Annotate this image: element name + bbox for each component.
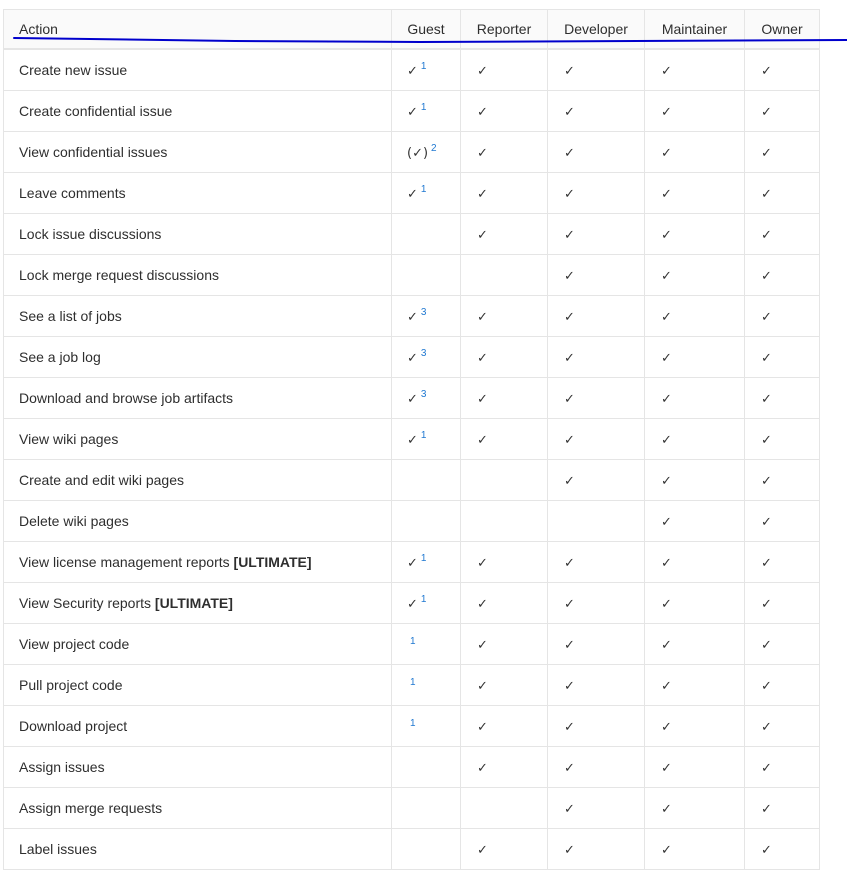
guest-cell	[392, 49, 461, 91]
reporter-cell	[461, 624, 548, 665]
check-icon: ✓	[761, 719, 772, 735]
check-icon: ✓	[477, 309, 488, 325]
owner-cell	[745, 583, 820, 624]
maintainer-cell	[645, 214, 745, 255]
action-cell	[4, 542, 392, 583]
owner-cell	[745, 49, 820, 91]
check-icon: ✓	[761, 555, 772, 571]
check-icon: ✓	[761, 678, 772, 694]
action-cell	[4, 747, 392, 788]
table-row	[4, 296, 820, 337]
check-icon: ✓	[761, 309, 772, 325]
table-row	[4, 132, 820, 173]
developer-cell	[548, 91, 645, 132]
table-row	[4, 173, 820, 214]
owner-cell	[745, 501, 820, 542]
table-row	[4, 624, 820, 665]
action-label: View wiki pages	[19, 431, 119, 447]
check-icon: ✓	[477, 227, 488, 243]
owner-cell	[745, 460, 820, 501]
action-cell	[4, 91, 392, 132]
check-icon: ✓	[564, 186, 575, 202]
developer-cell	[548, 706, 645, 747]
action-label: View confidential issues	[19, 144, 168, 160]
developer-cell	[548, 337, 645, 378]
maintainer-cell	[645, 829, 745, 870]
footnote-link[interactable]: 1	[420, 102, 427, 113]
owner-cell	[745, 337, 820, 378]
footnote-link[interactable]: 2	[431, 143, 437, 154]
check-icon: ✓	[564, 678, 575, 694]
reporter-cell	[461, 583, 548, 624]
check-icon: ✓	[761, 350, 772, 366]
guest-cell	[392, 337, 461, 378]
developer-cell	[548, 583, 645, 624]
footnote-link[interactable]: 1	[410, 676, 416, 688]
table-row	[4, 91, 820, 132]
check-icon: ✓	[564, 596, 575, 612]
check-icon: ✓	[661, 104, 672, 120]
check-icon: ✓	[661, 350, 672, 366]
tier-badge: [ULTIMATE]	[154, 595, 233, 611]
action-cell	[4, 132, 392, 173]
check-icon: ✓	[761, 104, 772, 120]
guest-cell	[392, 501, 461, 542]
footnote-link[interactable]: 1	[420, 430, 427, 441]
maintainer-cell	[645, 255, 745, 296]
check-icon: ✓	[407, 105, 418, 120]
guest-cell	[392, 378, 461, 419]
check-icon: ✓	[761, 145, 772, 161]
action-cell	[4, 255, 392, 296]
check-icon: ✓	[661, 391, 672, 407]
guest-cell	[392, 132, 461, 173]
developer-cell	[548, 49, 645, 91]
check-icon: ✓	[661, 473, 672, 489]
owner-cell	[745, 624, 820, 665]
maintainer-cell	[645, 460, 745, 501]
maintainer-cell	[645, 665, 745, 706]
action-label: Download and browse job artifacts	[19, 390, 234, 406]
guest-cell	[392, 419, 461, 460]
reporter-cell	[461, 788, 548, 829]
guest-cell	[392, 255, 461, 296]
developer-cell	[548, 747, 645, 788]
action-cell	[4, 583, 392, 624]
developer-cell	[548, 296, 645, 337]
check-icon: ✓	[407, 556, 418, 571]
footnote-link[interactable]: 3	[420, 389, 427, 400]
check-icon: ✓	[661, 801, 672, 817]
action-cell	[4, 624, 392, 665]
reporter-cell	[461, 132, 548, 173]
check-icon: ✓	[477, 186, 488, 202]
check-icon: ✓	[761, 63, 772, 79]
maintainer-cell	[645, 747, 745, 788]
check-icon: ✓	[761, 473, 772, 489]
column-header-owner: Owner	[745, 10, 820, 50]
owner-cell	[745, 419, 820, 460]
guest-cell	[392, 788, 461, 829]
maintainer-cell	[645, 542, 745, 583]
reporter-cell	[461, 337, 548, 378]
footnote-link[interactable]: 1	[410, 635, 416, 647]
action-label: Assign issues	[19, 759, 105, 775]
guest-cell	[392, 747, 461, 788]
permissions-table	[3, 9, 820, 870]
check-icon: ✓	[761, 760, 772, 776]
action-label: View Security reports	[19, 595, 152, 611]
action-cell	[4, 173, 392, 214]
table-row	[4, 501, 820, 542]
check-icon: ✓	[477, 555, 488, 571]
check-icon: ✓	[761, 391, 772, 407]
developer-cell	[548, 214, 645, 255]
table-row	[4, 214, 820, 255]
action-cell	[4, 501, 392, 542]
check-icon: ✓	[761, 514, 772, 530]
action-label: Create new issue	[19, 62, 128, 78]
check-icon: ✓	[761, 801, 772, 817]
check-icon: ✓	[761, 268, 772, 284]
action-cell	[4, 788, 392, 829]
check-icon: ✓	[564, 309, 575, 325]
reporter-cell	[461, 542, 548, 583]
permissions-table-container	[3, 9, 819, 870]
table-row	[4, 460, 820, 501]
column-header-guest: Guest	[392, 10, 461, 50]
footnote-link[interactable]: 1	[420, 553, 427, 564]
check-icon: ✓	[661, 555, 672, 571]
guest-cell	[392, 706, 461, 747]
check-icon: ✓	[661, 637, 672, 653]
check-icon: ✓	[564, 719, 575, 735]
check-icon: ✓	[407, 433, 418, 448]
column-header-action: Action	[4, 10, 392, 50]
check-icon: ✓	[477, 432, 488, 448]
footnote-link[interactable]: 3	[420, 307, 427, 318]
check-icon: ✓	[477, 391, 488, 407]
maintainer-cell	[645, 49, 745, 91]
check-icon: ✓	[564, 227, 575, 243]
reporter-cell	[461, 665, 548, 706]
owner-cell	[745, 296, 820, 337]
reporter-cell	[461, 378, 548, 419]
developer-cell	[548, 173, 645, 214]
table-row	[4, 255, 820, 296]
action-cell	[4, 296, 392, 337]
owner-cell	[745, 378, 820, 419]
check-icon: ✓	[564, 473, 575, 489]
action-label: Download project	[19, 718, 128, 734]
table-body	[4, 49, 820, 870]
guest-cell	[392, 542, 461, 583]
table-row	[4, 747, 820, 788]
table-row	[4, 542, 820, 583]
action-label: Label issues	[19, 841, 97, 857]
action-label: Pull project code	[19, 677, 123, 693]
check-icon: ✓	[661, 145, 672, 161]
check-icon: ✓	[407, 310, 418, 325]
check-icon: ✓	[661, 514, 672, 530]
owner-cell	[745, 665, 820, 706]
tier-badge: [ULTIMATE]	[233, 554, 312, 570]
reporter-cell	[461, 419, 548, 460]
developer-cell	[548, 132, 645, 173]
action-cell	[4, 214, 392, 255]
maintainer-cell	[645, 296, 745, 337]
footnote-link[interactable]: 1	[410, 717, 416, 729]
check-icon: ✓	[564, 145, 575, 161]
guest-cell	[392, 624, 461, 665]
guest-cell	[392, 214, 461, 255]
reporter-cell	[461, 91, 548, 132]
check-icon: ✓	[407, 392, 418, 407]
action-label: Delete wiki pages	[19, 513, 129, 529]
check-icon: ✓	[564, 350, 575, 366]
guest-cell	[392, 665, 461, 706]
check-icon: ✓	[661, 596, 672, 612]
action-label: Assign merge requests	[19, 800, 163, 816]
developer-cell	[548, 829, 645, 870]
check-icon: ✓	[761, 596, 772, 612]
action-cell	[4, 460, 392, 501]
reporter-cell	[461, 296, 548, 337]
check-icon: ✓	[564, 842, 575, 858]
developer-cell	[548, 255, 645, 296]
reporter-cell	[461, 214, 548, 255]
check-icon: ✓	[477, 678, 488, 694]
maintainer-cell	[645, 378, 745, 419]
reporter-cell	[461, 829, 548, 870]
check-icon: ✓	[407, 351, 418, 366]
table-row	[4, 583, 820, 624]
owner-cell	[745, 173, 820, 214]
maintainer-cell	[645, 91, 745, 132]
footnote-link[interactable]: 1	[420, 594, 427, 605]
action-cell	[4, 706, 392, 747]
action-label: Create confidential issue	[19, 103, 173, 119]
check-icon: ✓	[661, 432, 672, 448]
action-cell	[4, 49, 392, 91]
column-header-developer: Developer	[548, 10, 645, 50]
guest-cell	[392, 460, 461, 501]
table-row	[4, 378, 820, 419]
owner-cell	[745, 788, 820, 829]
developer-cell	[548, 665, 645, 706]
maintainer-cell	[645, 501, 745, 542]
guest-cell	[392, 583, 461, 624]
check-icon: (✓)	[407, 146, 429, 161]
check-icon: ✓	[407, 187, 418, 202]
table-row	[4, 788, 820, 829]
action-label: View project code	[19, 636, 130, 652]
maintainer-cell	[645, 583, 745, 624]
check-icon: ✓	[661, 227, 672, 243]
check-icon: ✓	[761, 637, 772, 653]
action-cell	[4, 378, 392, 419]
maintainer-cell	[645, 706, 745, 747]
column-header-maintainer: Maintainer	[645, 10, 745, 50]
column-header-reporter: Reporter	[461, 10, 548, 50]
check-icon: ✓	[661, 186, 672, 202]
maintainer-cell	[645, 419, 745, 460]
check-icon: ✓	[477, 596, 488, 612]
table-row	[4, 706, 820, 747]
check-icon: ✓	[761, 186, 772, 202]
maintainer-cell	[645, 624, 745, 665]
table-row	[4, 829, 820, 870]
check-icon: ✓	[564, 555, 575, 571]
action-cell	[4, 337, 392, 378]
reporter-cell	[461, 173, 548, 214]
guest-cell	[392, 296, 461, 337]
owner-cell	[745, 706, 820, 747]
check-icon: ✓	[564, 801, 575, 817]
reporter-cell	[461, 501, 548, 542]
table-row	[4, 665, 820, 706]
reporter-cell	[461, 460, 548, 501]
check-icon: ✓	[661, 268, 672, 284]
guest-cell	[392, 91, 461, 132]
action-label: Lock merge request discussions	[19, 267, 219, 283]
owner-cell	[745, 132, 820, 173]
footnote-link[interactable]: 1	[420, 61, 427, 72]
check-icon: ✓	[477, 719, 488, 735]
maintainer-cell	[645, 173, 745, 214]
footnote-link[interactable]: 1	[420, 184, 427, 195]
maintainer-cell	[645, 132, 745, 173]
check-icon: ✓	[477, 145, 488, 161]
action-cell	[4, 419, 392, 460]
check-icon: ✓	[661, 719, 672, 735]
developer-cell	[548, 624, 645, 665]
action-label: View license management reports	[19, 554, 230, 570]
check-icon: ✓	[761, 842, 772, 858]
check-icon: ✓	[564, 104, 575, 120]
check-icon: ✓	[761, 227, 772, 243]
guest-cell	[392, 173, 461, 214]
check-icon: ✓	[661, 842, 672, 858]
owner-cell	[745, 829, 820, 870]
check-icon: ✓	[477, 104, 488, 120]
check-icon: ✓	[661, 309, 672, 325]
check-icon: ✓	[661, 678, 672, 694]
developer-cell	[548, 788, 645, 829]
check-icon: ✓	[407, 64, 418, 79]
owner-cell	[745, 214, 820, 255]
check-icon: ✓	[477, 842, 488, 858]
developer-cell	[548, 501, 645, 542]
action-cell	[4, 829, 392, 870]
check-icon: ✓	[564, 432, 575, 448]
reporter-cell	[461, 49, 548, 91]
check-icon: ✓	[564, 637, 575, 653]
check-icon: ✓	[564, 268, 575, 284]
reporter-cell	[461, 255, 548, 296]
developer-cell	[548, 419, 645, 460]
developer-cell	[548, 378, 645, 419]
check-icon: ✓	[564, 63, 575, 79]
table-row	[4, 419, 820, 460]
action-label: See a list of jobs	[19, 308, 122, 324]
check-icon: ✓	[477, 350, 488, 366]
guest-cell	[392, 829, 461, 870]
action-label: See a job log	[19, 349, 101, 365]
maintainer-cell	[645, 337, 745, 378]
developer-cell	[548, 460, 645, 501]
owner-cell	[745, 255, 820, 296]
check-icon: ✓	[477, 637, 488, 653]
maintainer-cell	[645, 788, 745, 829]
check-icon: ✓	[477, 760, 488, 776]
check-icon: ✓	[564, 391, 575, 407]
table-row	[4, 49, 820, 91]
check-icon: ✓	[761, 432, 772, 448]
table-header-row	[4, 10, 820, 50]
action-label: Create and edit wiki pages	[19, 472, 184, 488]
action-label: Leave comments	[19, 185, 126, 201]
owner-cell	[745, 91, 820, 132]
owner-cell	[745, 747, 820, 788]
check-icon: ✓	[661, 63, 672, 79]
check-icon: ✓	[407, 597, 418, 612]
footnote-link[interactable]: 3	[420, 348, 427, 359]
action-label: Lock issue discussions	[19, 226, 162, 242]
reporter-cell	[461, 706, 548, 747]
table-row	[4, 337, 820, 378]
check-icon: ✓	[564, 760, 575, 776]
reporter-cell	[461, 747, 548, 788]
owner-cell	[745, 542, 820, 583]
check-icon: ✓	[661, 760, 672, 776]
check-icon: ✓	[477, 63, 488, 79]
developer-cell	[548, 542, 645, 583]
action-cell	[4, 665, 392, 706]
